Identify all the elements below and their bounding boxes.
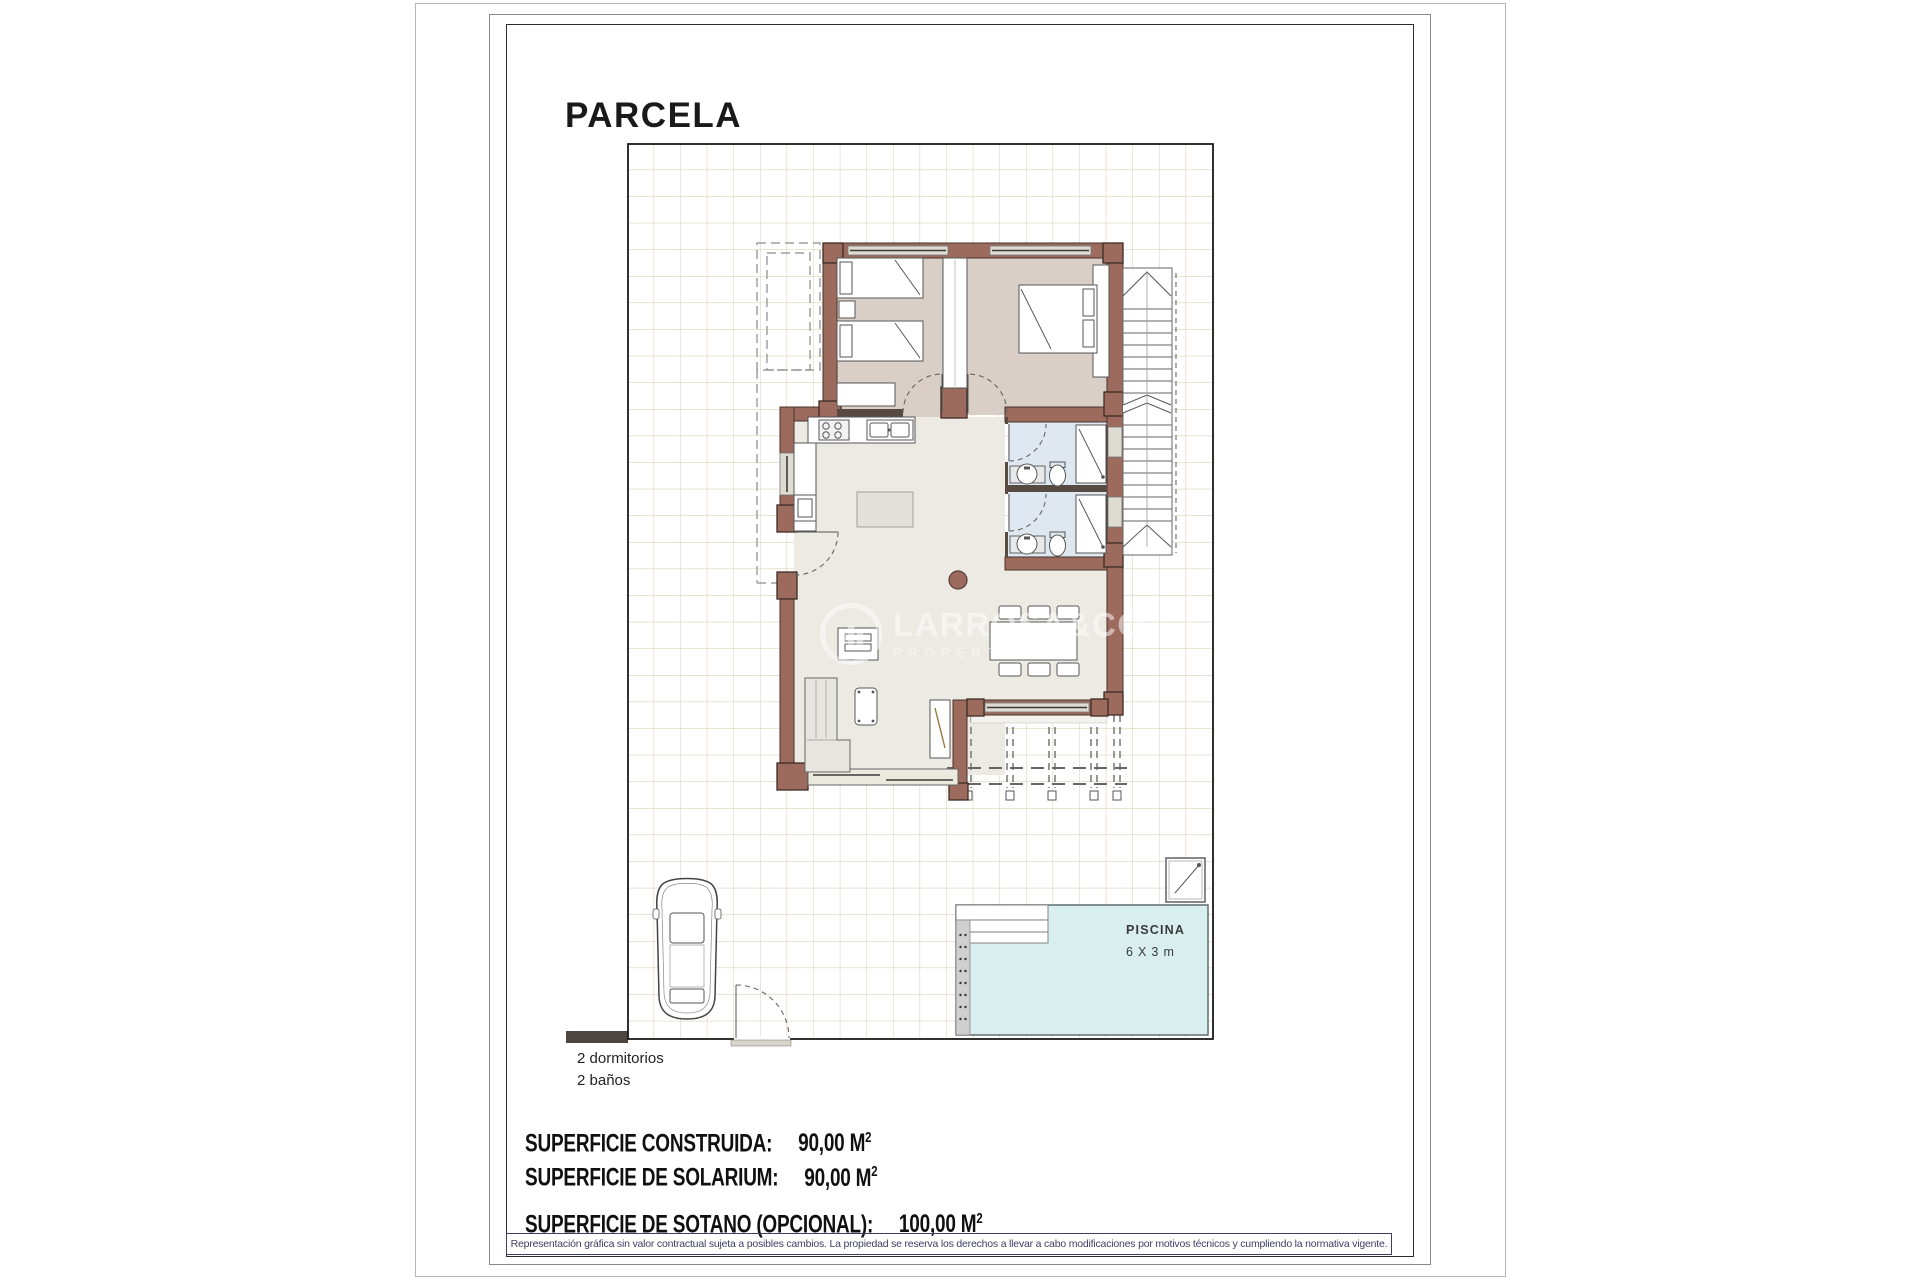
stairs: [1123, 268, 1176, 555]
page-title: PARCELA: [565, 96, 743, 135]
street-curb: [566, 1031, 628, 1043]
feature-bathrooms: 2 baños: [577, 1071, 631, 1089]
area-basement: SUPERFICIE DE SOTANO (OPCIONAL): 100,00 $M^2$: [525, 1209, 983, 1238]
area-built-value: 90,00 M: [798, 1129, 866, 1158]
disclaimer-text: Representación gráfica sin valor contractual sujeta a posibles cambios. La propiedad se reserva los derechos a llevar a cabo modificaciones por motivos técnicos y cumpliendo la normativa vigente.: [510, 1238, 1388, 1250]
car: [653, 879, 721, 1020]
feature-bedrooms: 2 dormitorios: [577, 1050, 664, 1067]
area-basement-value: 100,00 M: [898, 1209, 977, 1238]
area-basement-label: SUPERFICIE DE SOTANO (OPCIONAL):: [525, 1209, 874, 1238]
disclaimer-box: [506, 1233, 1392, 1255]
floor-plan: [627, 143, 1215, 1053]
pool-dimensions: 6 X 3 m: [1126, 945, 1175, 959]
area-summary: [525, 1124, 982, 1239]
watermark-tagline: PROPERTIES: [893, 646, 1044, 661]
feature-list: [577, 1048, 664, 1092]
pool: [956, 905, 1208, 1035]
watermark-brand: LARROSA&CO: [893, 606, 1145, 643]
area-solarium-value: 90,00 M: [804, 1163, 872, 1192]
area-built: SUPERFICIE CONSTRUIDA: 90,00 $M^2$: [525, 1129, 872, 1158]
area-built-label: SUPERFICIE CONSTRUIDA:: [525, 1129, 773, 1158]
pool-label: PISCINA: [1126, 923, 1186, 937]
area-solarium-label: SUPERFICIE DE SOLARIUM:: [525, 1163, 779, 1192]
outdoor-shower: [1166, 858, 1205, 902]
area-solarium: SUPERFICIE DE SOLARIUM: 90,00 $M^2$: [525, 1163, 878, 1192]
